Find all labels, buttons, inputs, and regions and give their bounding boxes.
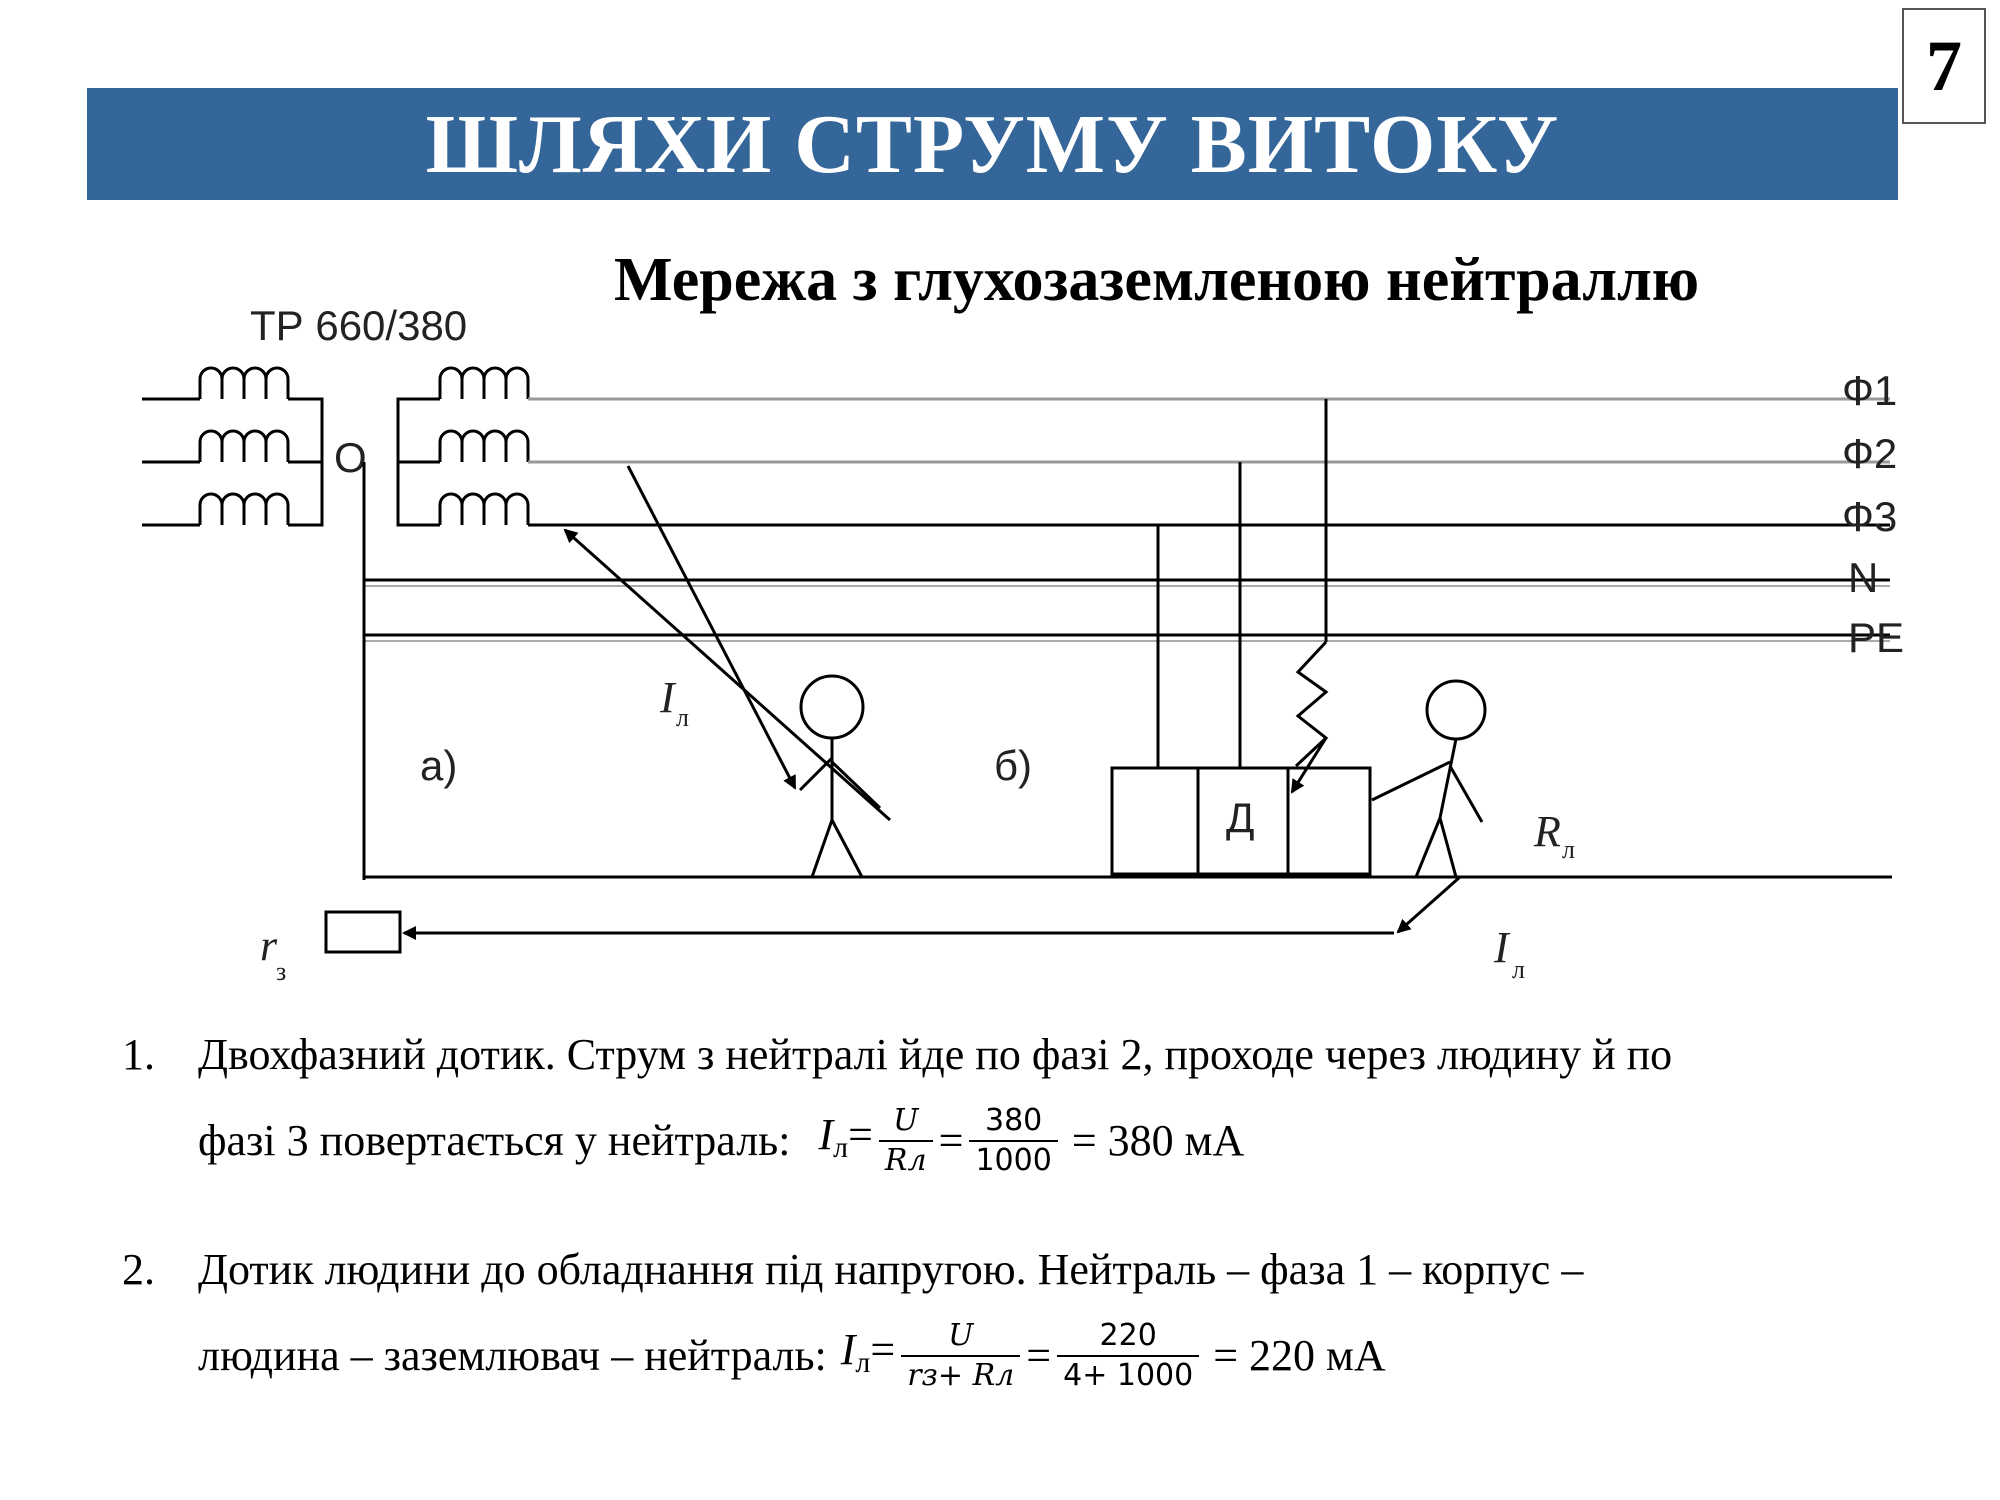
fraction-numeric: $\frac{220}{4+ 1000}$ (1057, 1317, 1199, 1395)
formula-lhs: Iл= (818, 1109, 873, 1164)
equals-sign: = (1026, 1331, 1052, 1380)
current-label-a: I (660, 673, 675, 722)
formula-line (198, 1311, 1918, 1401)
fraction-symbolic: $\frac{U}{rз+ Rл}$ (901, 1317, 1020, 1395)
label-pe: PE (1848, 614, 1905, 661)
ground-return-path (326, 877, 1460, 952)
fraction-numeric: $\frac{380}{1000}$ (969, 1102, 1057, 1180)
list-item-number: 2. (122, 1245, 155, 1294)
secondary-windings (398, 368, 528, 525)
list-item-text-line1: Двохфазний дотик. Струм з нейтралі йде по фазі 2, проходе через людину й по (198, 1030, 1673, 1079)
label-phase-1: Ф1 (1842, 367, 1898, 414)
label-phase-3: Ф3 (1842, 493, 1898, 540)
subtitle: Мережа з глухозаземленою нейтраллю (614, 246, 1700, 314)
equals-sign: = (938, 1116, 964, 1165)
ground-resistance-label: r (260, 921, 278, 970)
list-item-number: 1. (122, 1030, 155, 1079)
current-label-b: I (1494, 923, 1509, 972)
grounding-electrode (326, 912, 400, 952)
current-subscript-b: л (1512, 955, 1525, 984)
case-a-label: а) (420, 742, 458, 789)
page-title: ШЛЯХИ СТРУМУ ВИТОКУ (425, 97, 1560, 191)
person-b (1372, 681, 1485, 877)
transformer-label: ТР 660/380 (250, 302, 468, 349)
bus-lines (364, 399, 1892, 880)
case-a-paths (565, 466, 890, 820)
device-label: Д (1226, 794, 1255, 841)
list-item-text-line2: людина – заземлювач – нейтраль: (198, 1331, 827, 1380)
ground-resistance-subscript: з (276, 957, 287, 986)
current-subscript-a: л (676, 703, 689, 732)
neutral-point-label: О (334, 434, 367, 481)
slide-number: 7 (1902, 8, 1986, 124)
resistance-subscript: л (1562, 835, 1575, 864)
list-item-text-line2: фазі 3 повертається у нейтраль: (198, 1116, 791, 1165)
list-item-text-line1: Дотик людини до обладнання під напругою. Нейтраль – фаза 1 – корпус – (198, 1245, 1584, 1294)
formula-line (198, 1096, 1918, 1186)
primary-windings (142, 368, 322, 525)
label-phase-2: Ф2 (1842, 430, 1898, 477)
formula-result: = 220 мА (1213, 1331, 1386, 1380)
formula-result: = 380 мА (1071, 1116, 1245, 1165)
resistance-label: R (1534, 807, 1561, 856)
case-b-label: б) (994, 742, 1033, 789)
label-neutral: N (1848, 554, 1879, 601)
formula-lhs: Iл= (840, 1324, 896, 1379)
fraction-symbolic: $\frac{U}{Rл}$ (879, 1102, 933, 1180)
